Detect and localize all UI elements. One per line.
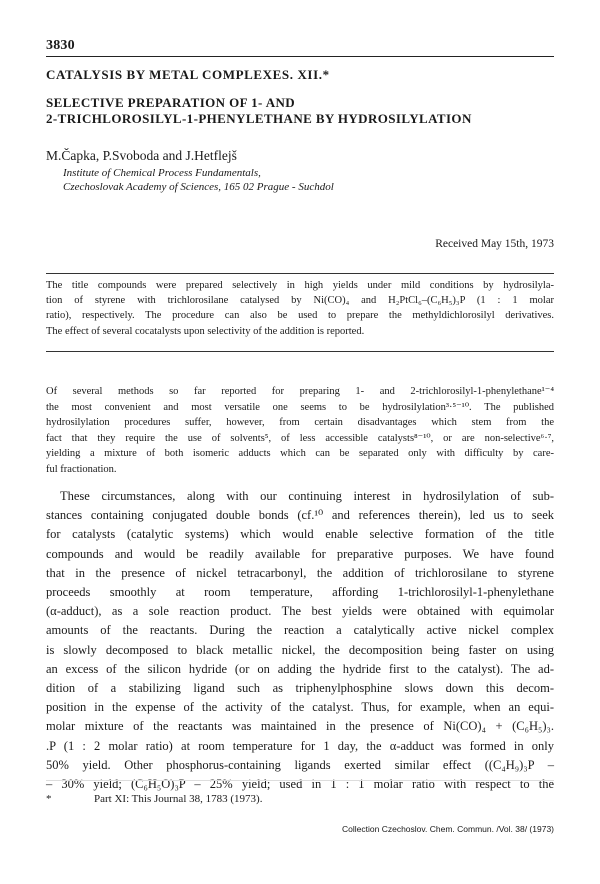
intro-line: the most convenient and most versatile one seems to be hydrosilylation³·⁵⁻¹⁰. The published bbox=[46, 401, 554, 413]
abstract-top-rule bbox=[46, 273, 554, 274]
page-number: 3830 bbox=[46, 38, 75, 53]
intro-line: fact that they require the use of solvents⁵, of less accessible catalysts⁸⁻¹⁰, or are non-selective⁶·⁷, bbox=[46, 432, 554, 444]
journal-footer: Collection Czechoslov. Chem. Commun. /Vol. 38/ (1973) bbox=[342, 824, 554, 834]
intro-line: yielding a mixture of both isomeric adducts which can be separated only with difficulty by care- bbox=[46, 448, 554, 460]
series-title: CATALYSIS BY METAL COMPLEXES. XII.* bbox=[46, 67, 330, 82]
article-title bbox=[46, 95, 554, 127]
intro-paragraph bbox=[46, 384, 554, 478]
affiliation bbox=[63, 166, 334, 194]
footnote-marker: * bbox=[46, 793, 52, 805]
affiliation-line: Czechoslovak Academy of Sciences, 165 02 Prague - Suchdol bbox=[63, 181, 334, 193]
intro-line: hydrosilylation procedures suffer, however, from certain disadvantages which stem from the bbox=[46, 417, 554, 429]
abstract-line: The effect of several cocatalysts upon selectivity of the addition is reported. bbox=[46, 325, 365, 337]
received-date: Received May 15th, 1973 bbox=[435, 238, 554, 250]
footnote bbox=[46, 793, 262, 805]
body-line: that in the presence of nickel tetracarbonyl, the addition of trichlorosilane to styrene bbox=[46, 565, 554, 580]
body-line: compounds and would be readily available for preparative purposes. We have found bbox=[46, 546, 554, 561]
body-line: dition of a stabilizing ligand such as triphenylphosphine slows down this decom- bbox=[46, 681, 554, 696]
intro-line: Of several methods so far reported for preparing 1- and 2-trichlorosilyl-1-phenylethane¹⁻⁴ bbox=[46, 386, 554, 397]
body-line: molar mixture of the reactants was maintained in the presence of Ni(CO)₄ + (C₆H₅)₃. bbox=[46, 719, 554, 734]
body-paragraph bbox=[46, 487, 554, 794]
body-line: is slowly decomposed to black metallic nickel, the decomposition being faster on using bbox=[46, 642, 554, 657]
title-line: 2-TRICHLOROSILYL-1-PHENYLETHANE BY HYDROSILYLATION bbox=[46, 111, 472, 126]
affiliation-line: Institute of Chemical Process Fundamentals, bbox=[63, 167, 261, 179]
body-line: (α-adduct), as a sole reaction product. The best yields were obtained with equimolar bbox=[46, 604, 554, 619]
body-line: for catalysts (catalytic systems) which would enable selective formation of the title bbox=[46, 527, 554, 542]
body-line: position in the expense of the activity of the catalyst. Thus, for example, when an equi- bbox=[46, 700, 554, 715]
footnote-rule bbox=[46, 780, 554, 781]
title-line: SELECTIVE PREPARATION OF 1- AND bbox=[46, 95, 296, 110]
footnote-text: Part XI: This Journal 38, 1783 (1973). bbox=[94, 793, 263, 805]
abstract-line: The title compounds were prepared selectively in high yields under mild conditions by hydrosilyla- bbox=[46, 280, 554, 291]
authors: M.Čapka, P.Svoboda and J.Hetflejš bbox=[46, 148, 237, 163]
intro-line: ful fractionation. bbox=[46, 463, 117, 475]
body-line: – 30% yield; (C₆H₅O)₃P – 25% yield; used in 1 : 1 molar ratio with respect to the bbox=[46, 777, 554, 792]
body-line: 50% yield. Other phosphorus-containing ligands exerted similar effect ((C₄H₉)₃P – bbox=[46, 757, 554, 772]
body-line: amounts of the reactants. During the reaction a catalytically active nickel complex bbox=[46, 623, 554, 638]
body-line: stances containing conjugated double bonds (cf.¹⁰ and references therein), led us to seek bbox=[46, 508, 554, 523]
body-line: proceeds smoothly at room temperature, affording 1-trichlorosilyl-1-phenylethane bbox=[46, 585, 554, 600]
body-line: an excess of the silicon hydride (or on adding the hydride first to the catalyst). The ad- bbox=[46, 661, 554, 676]
abstract-line: tion of styrene with trichlorosilane catalysed by Ni(CO)₄ and H₂PtCl₆–(C₆H₅)₃P (1 : 1 molar bbox=[46, 295, 554, 307]
abstract-bottom-rule bbox=[46, 351, 554, 352]
abstract bbox=[46, 278, 554, 339]
body-line: .P (1 : 2 molar ratio) at room temperature for 1 day, the α-adduct was formed in only bbox=[46, 738, 554, 753]
abstract-line: ratio), respectively. The procedure can also be used to prepare the methyldichlorosilyl derivatives. bbox=[46, 310, 554, 322]
header-rule bbox=[46, 56, 554, 57]
body-line: These circumstances, along with our continuing interest in hydrosilylation of sub- bbox=[60, 489, 554, 503]
